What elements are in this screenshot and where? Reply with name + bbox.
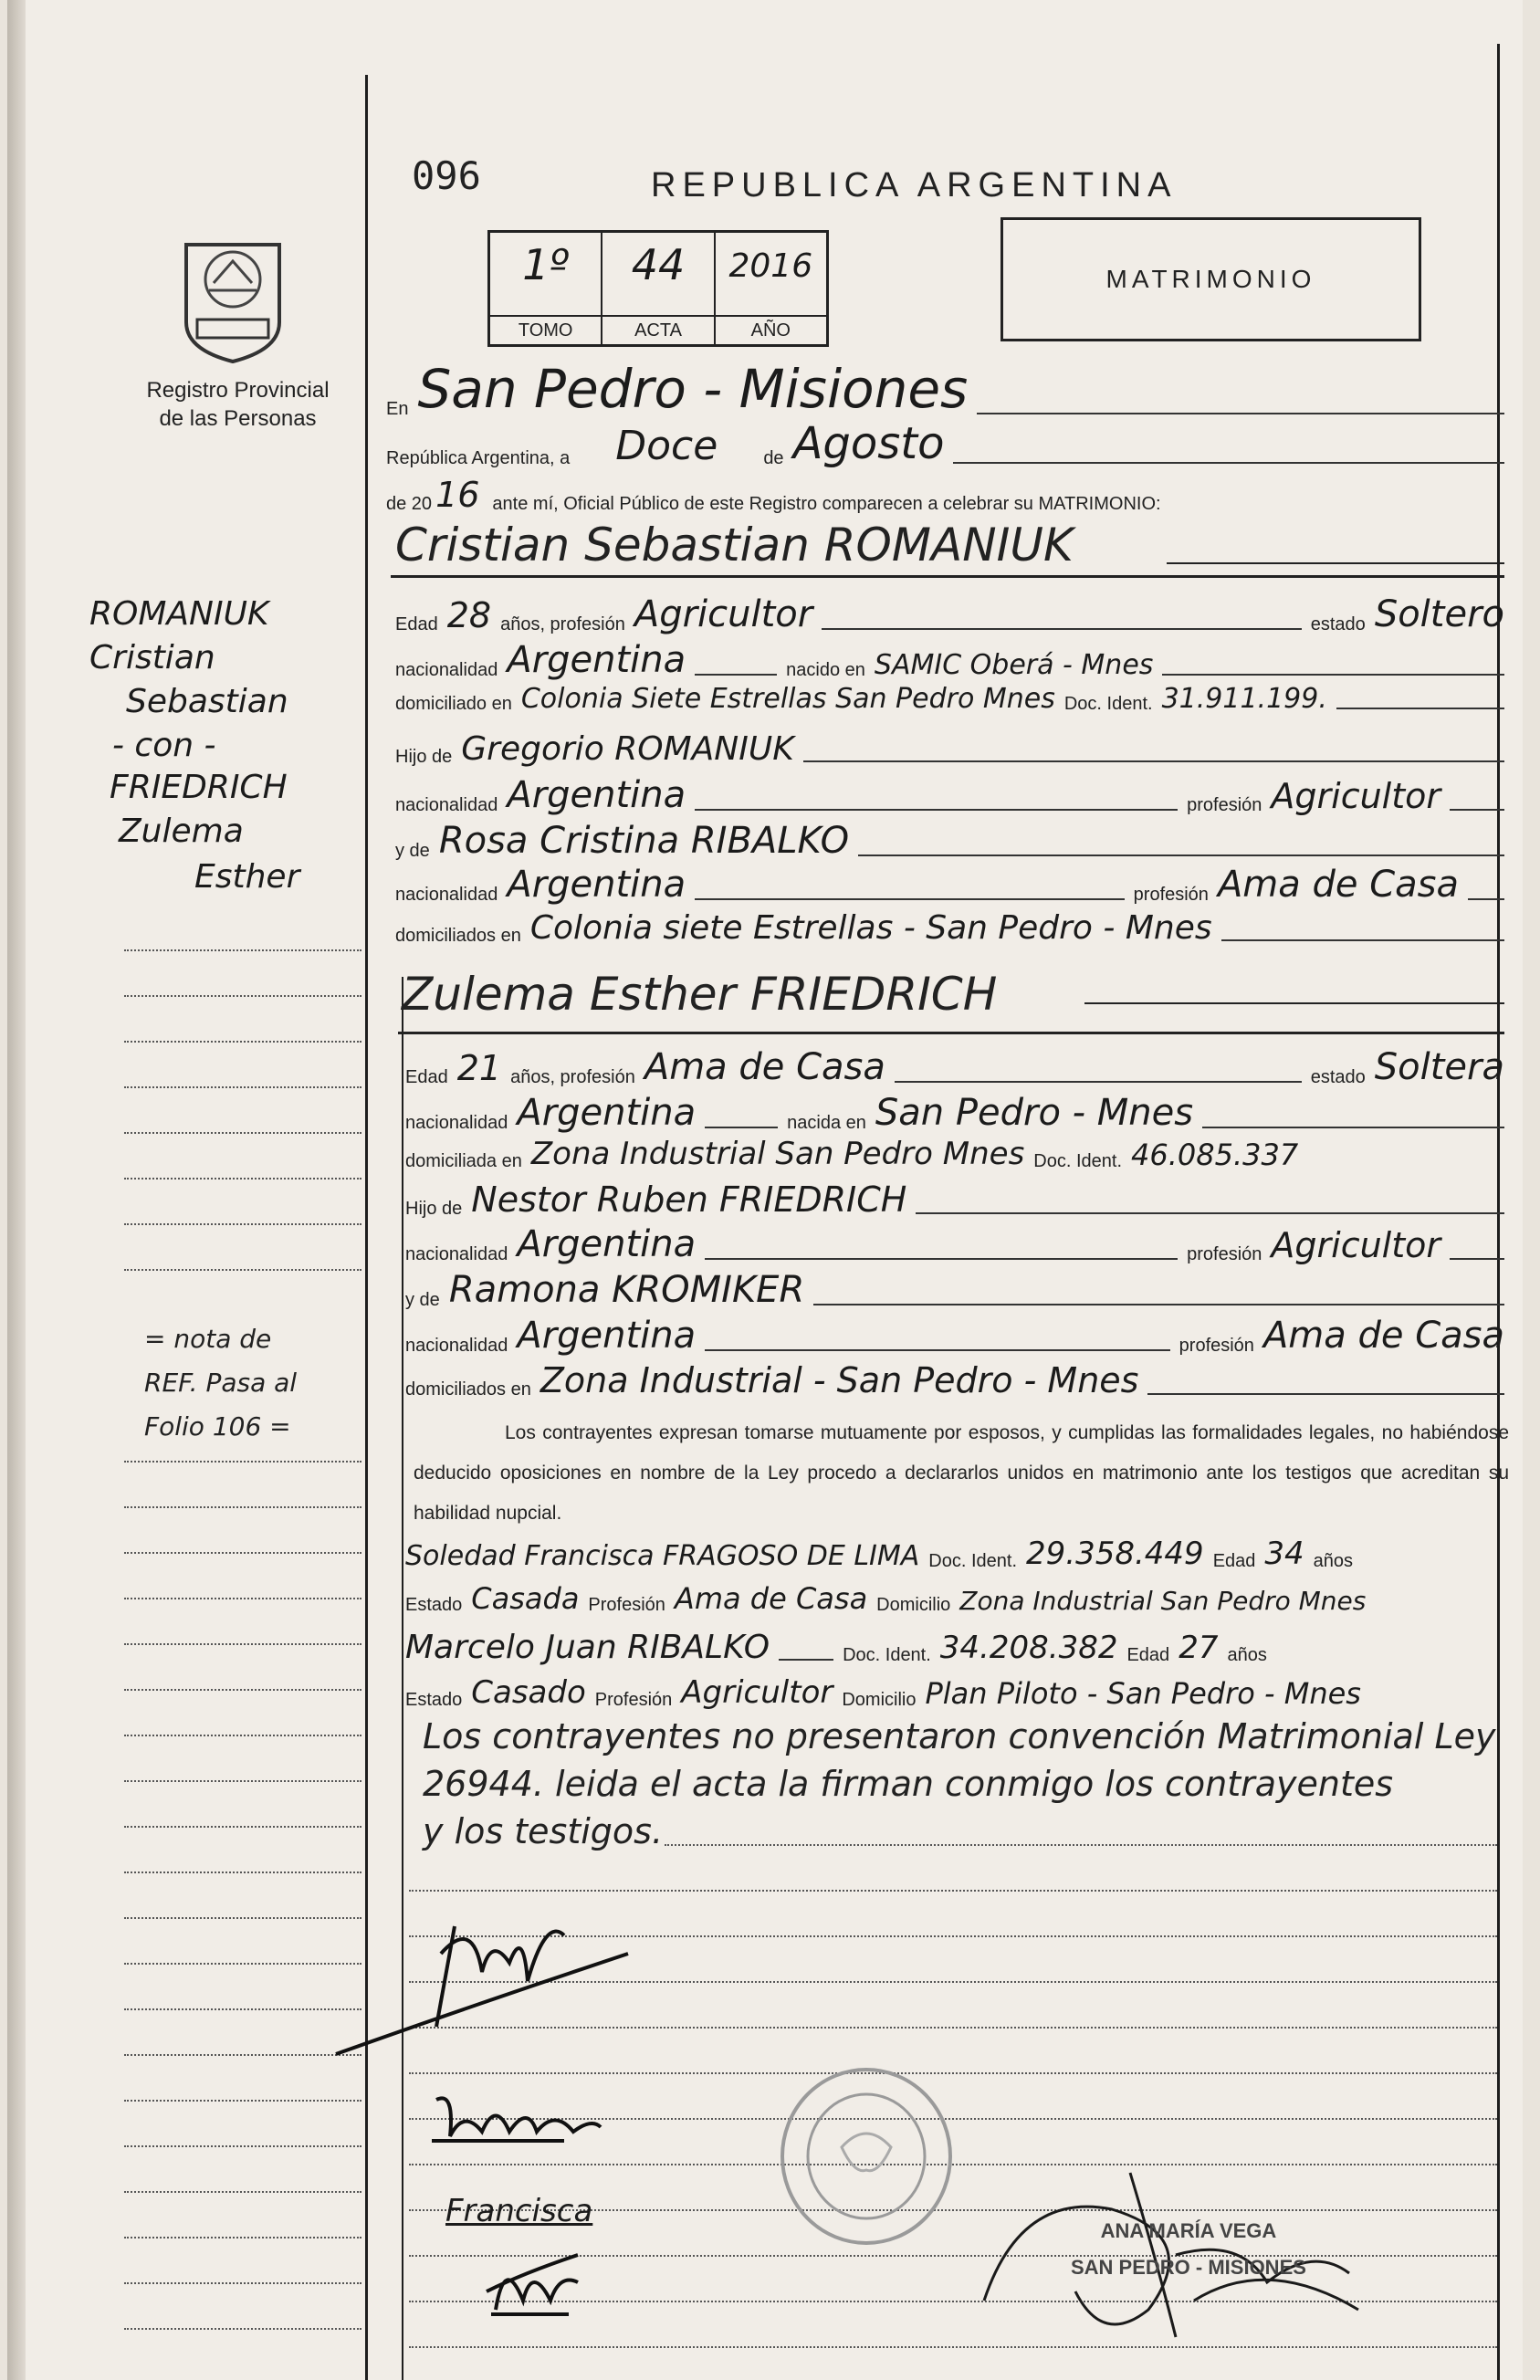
groom-address: Colonia Siete Estrellas San Pedro Mnes [520, 683, 1055, 715]
nacionalidad-label: nacionalidad [395, 795, 498, 815]
groom-mother: Rosa Cristina RIBALKO [438, 820, 850, 862]
groom-father-nationality: Argentina [507, 774, 686, 816]
bride-father: Nestor Ruben FRIEDRICH [471, 1180, 907, 1220]
fill-line [1336, 706, 1504, 709]
doc-label: Doc. Ident. [1033, 1151, 1123, 1171]
bride-name-rule [1084, 1002, 1504, 1004]
tomo-value: 1º [522, 240, 570, 289]
nacido-label: nacida en [787, 1113, 866, 1133]
misiones-seal-icon [177, 236, 288, 363]
closing-note-line: y los testigos. [423, 1811, 664, 1851]
estado-label: Estado [405, 1690, 463, 1710]
margin-ruled-line [124, 2237, 361, 2238]
doc-label: Doc. Ident. [843, 1645, 931, 1665]
margin-ruled-line [124, 1643, 361, 1645]
groom-nationality: Argentina [507, 639, 686, 681]
fill-line [1468, 896, 1504, 900]
witness-signature: Francisca [445, 2193, 593, 2229]
margin-ruled-line [124, 949, 361, 951]
bride-address-row [405, 1136, 1504, 1172]
groom-nationality-row [395, 639, 1504, 681]
margin-ruled-line [124, 1917, 361, 1919]
official-stamp [1071, 2213, 1306, 2286]
profesion-label: Profesión [588, 1595, 665, 1615]
bride-profession: Ama de Casa [644, 1046, 885, 1088]
nacionalidad-label: nacionalidad [405, 1113, 508, 1133]
record-type-box: MATRIMONIO [1000, 217, 1421, 341]
margin-ruled-line [124, 1041, 361, 1043]
estado-label: estado [1310, 1067, 1366, 1087]
bride-father-nat-row [405, 1223, 1504, 1265]
bride-mother-row [405, 1269, 1504, 1311]
anos-label: años [1227, 1645, 1267, 1665]
day-value: Doce [615, 423, 718, 469]
groom-age: 28 [446, 595, 492, 635]
year-prefix: de 20 [386, 494, 433, 514]
statement-row [386, 475, 1504, 515]
witness2-details-row [405, 1674, 1504, 1711]
margin-ruled-line [124, 1461, 361, 1463]
profesion-label: profesión [1133, 885, 1209, 905]
edad-label: Edad [1212, 1551, 1256, 1571]
declaration-text: Los contrayentes expresan tomarse mutuamente por esposos, y cumplidas las formalidades legales, no habiéndose deducido oposiciones en nombre de la Ley procedo a declararlos unidos en matrimonio ante los testigos que acreditan su habilidad nupcial. [414, 1422, 1509, 1524]
body-border-line [402, 977, 403, 2380]
official-office: SAN PEDRO - MISIONES [1071, 2256, 1306, 2279]
anos-profesion-label: años, profesión [510, 1067, 635, 1087]
margin-ruled-line [124, 2054, 361, 2056]
groom-mother-row [395, 820, 1504, 862]
yde-label: y de [395, 841, 430, 861]
nacionalidad-label: nacionalidad [395, 660, 498, 680]
margin-ruled-line [124, 2100, 361, 2102]
fill-line [705, 1347, 1170, 1351]
margin-ruled-line [124, 2328, 361, 2330]
fill-line [695, 807, 1178, 811]
domiciliados-label: domiciliados en [405, 1379, 531, 1400]
bride-birthplace: San Pedro - Mnes [875, 1092, 1194, 1134]
witness1-profession: Ama de Casa [674, 1581, 868, 1616]
closing-note-line: Los contrayentes no presentaron convención Matrimonial Ley [423, 1716, 1496, 1756]
bride-age: 21 [456, 1048, 502, 1088]
fill-line [1162, 672, 1504, 676]
margin-ref-note: REF. Pasa al [144, 1368, 298, 1398]
margin-ref-note: Folio 106 = [144, 1411, 291, 1442]
bride-signature [427, 2081, 610, 2155]
tomo-cell [490, 233, 602, 344]
bride-mother-profession: Ama de Casa [1262, 1315, 1504, 1357]
bride-nationality: Argentina [517, 1092, 697, 1134]
bride-father-profession: Agricultor [1271, 1225, 1440, 1265]
witness1-estado: Casada [471, 1581, 580, 1616]
bride-mother-nationality: Argentina [517, 1315, 697, 1357]
registry-stamp-icon [778, 2065, 955, 2248]
registry-label [126, 376, 350, 433]
groom-age-row [395, 593, 1504, 635]
margin-note: - con - [112, 727, 216, 764]
groom-father-nat-row [395, 774, 1504, 816]
margin-note: ROMANIUK [89, 595, 269, 633]
margin-ruled-line [124, 1223, 361, 1225]
acta-value: 44 [631, 240, 686, 289]
fill-line [803, 759, 1504, 762]
profesion-label: profesión [1187, 1244, 1262, 1264]
ruled-line [409, 1890, 1497, 1892]
nacido-label: nacido en [786, 660, 865, 680]
margin-ruled-line [124, 2282, 361, 2284]
bride-father-nationality: Argentina [517, 1223, 697, 1265]
bride-doc: 46.085.337 [1131, 1138, 1299, 1172]
groom-signature [327, 1899, 637, 2063]
de-label: de [763, 448, 784, 468]
profesion-label: profesión [1179, 1336, 1254, 1356]
fill-line [858, 853, 1504, 856]
official-name: ANA MARÍA VEGA [1100, 2219, 1277, 2242]
groom-father: Gregorio ROMANIUK [461, 730, 794, 768]
bride-estado: Soltera [1374, 1046, 1504, 1088]
bride-age-row [405, 1046, 1504, 1088]
republica-label: República Argentina, a [386, 448, 571, 468]
margin-ruled-line [124, 2145, 361, 2147]
groom-profession: Agricultor [634, 593, 813, 635]
groom-father-profession: Agricultor [1271, 776, 1440, 816]
bride-address: Zona Industrial San Pedro Mnes [530, 1136, 1025, 1172]
acta-cell [602, 233, 715, 344]
domiciliado-label: domiciliada en [405, 1151, 522, 1171]
fill-line [705, 1256, 1178, 1260]
bride-mother: Ramona KROMIKER [448, 1269, 805, 1311]
register-page [7, 0, 1523, 2380]
fill-line [779, 1657, 833, 1661]
bride-parents-address: Zona Industrial - San Pedro - Mnes [540, 1360, 1139, 1400]
page-number: 096 [412, 153, 481, 198]
domiciliado-label: domiciliado en [395, 694, 512, 714]
margin-ruled-line [124, 1826, 361, 1828]
edad-label: Edad [1126, 1645, 1170, 1665]
hijo-label: Hijo de [405, 1199, 463, 1219]
nacionalidad-label: nacionalidad [395, 885, 498, 905]
witness1-details-row [405, 1581, 1504, 1616]
domicilio-label: Domicilio [876, 1595, 951, 1615]
margin-ruled-line [124, 2191, 361, 2193]
nacionalidad-label: nacionalidad [405, 1244, 508, 1264]
registry-label-line1: Registro Provincial [146, 378, 330, 403]
fill-line [822, 626, 1302, 630]
estado-label: Estado [405, 1595, 463, 1615]
groom-mother-profession: Ama de Casa [1217, 864, 1459, 906]
month-value: Agosto [792, 418, 945, 469]
witness2-address: Plan Piloto - San Pedro - Mnes [925, 1676, 1361, 1711]
doc-label: Doc. Ident. [1063, 694, 1153, 714]
witness2-estado: Casado [471, 1674, 586, 1711]
witness2-signature [468, 2237, 596, 2328]
margin-ruled-line [124, 1963, 361, 1965]
margin-ruled-line [124, 995, 361, 997]
fill-line [695, 672, 777, 676]
yde-label: y de [405, 1290, 440, 1310]
country-title: REPUBLICA ARGENTINA [651, 166, 1178, 204]
margin-note: FRIEDRICH [110, 769, 288, 806]
bride-mother-nat-row [405, 1315, 1504, 1357]
witness2-doc: 34.208.382 [939, 1630, 1118, 1666]
margin-ruled-line [124, 1506, 361, 1508]
groom-estado: Soltero [1374, 593, 1504, 635]
year-suffix: 16 [435, 475, 480, 515]
margin-ruled-line [124, 1086, 361, 1088]
witness1-age: 34 [1264, 1536, 1304, 1572]
groom-father-row [395, 730, 1504, 768]
domiciliados-label: domiciliados en [395, 926, 521, 946]
groom-mother-nationality: Argentina [507, 864, 686, 906]
margin-ref-note: = nota de [144, 1324, 272, 1354]
groom-doc: 31.911.199. [1161, 683, 1327, 715]
profesion-label: Profesión [594, 1690, 673, 1710]
domicilio-label: Domicilio [842, 1690, 917, 1710]
groom-name-rule [1167, 562, 1504, 564]
margin-note: Cristian [89, 639, 215, 676]
edad-label: Edad [395, 614, 438, 634]
bride-nationality-row [405, 1092, 1504, 1134]
ruled-line [409, 2346, 1497, 2348]
groom-address-row [395, 683, 1504, 715]
fill-line [1450, 1256, 1504, 1260]
fill-line [1221, 938, 1504, 941]
margin-note: Zulema [119, 813, 244, 850]
statement-text: ante mí, Oficial Público de este Registro comparecen a celebrar su MATRIMONIO: [492, 494, 1161, 514]
record-number-box [487, 230, 829, 347]
acta-label: ACTA [602, 315, 713, 344]
bride-section-rule [398, 1032, 1504, 1034]
fill-line [1202, 1125, 1504, 1128]
nacionalidad-label: nacionalidad [405, 1336, 508, 1356]
groom-mother-nat-row [395, 864, 1504, 906]
witness1-row [405, 1536, 1504, 1572]
witness1-doc: 29.358.449 [1026, 1536, 1204, 1572]
fill-line [813, 1302, 1504, 1305]
tomo-label: TOMO [490, 315, 601, 344]
groom-full-name: Cristian Sebastian ROMANIUK [395, 519, 1074, 571]
fill-line [977, 411, 1504, 414]
margin-ruled-line [124, 1871, 361, 1873]
margin-ruled-line [124, 1132, 361, 1134]
witness2-age: 27 [1179, 1630, 1219, 1666]
anos-label: años [1313, 1551, 1354, 1571]
profesion-label: profesión [1187, 795, 1262, 815]
doc-label: Doc. Ident. [928, 1551, 1018, 1571]
margin-note: Sebastian [126, 683, 288, 720]
fill-line [1147, 1391, 1504, 1395]
en-label: En [386, 399, 409, 419]
fill-line [705, 1125, 778, 1128]
date-row [386, 418, 1504, 469]
margin-note: Esther [194, 858, 300, 896]
bride-full-name: Zulema Esther FRIEDRICH [402, 968, 998, 1021]
fill-line [916, 1211, 1504, 1214]
witness1-address: Zona Industrial San Pedro Mnes [959, 1586, 1367, 1616]
anio-label: AÑO [716, 315, 826, 344]
ruled-line [665, 1844, 1497, 1846]
fill-line [895, 1079, 1302, 1083]
margin-ruled-line [124, 1178, 361, 1180]
witness1-name: Soledad Francisca FRAGOSO DE LIMA [405, 1540, 920, 1572]
fill-line [1450, 807, 1504, 811]
closing-note-line: 26944. leida el acta la firman conmigo los contrayentes [423, 1764, 1394, 1804]
margin-ruled-line [124, 1269, 361, 1271]
margin-ruled-line [124, 1552, 361, 1554]
hijo-label: Hijo de [395, 747, 453, 767]
margin-ruled-line [124, 1689, 361, 1691]
bride-parents-address-row [405, 1360, 1504, 1400]
fill-line [953, 460, 1504, 464]
margin-ruled-line [124, 1780, 361, 1782]
groom-section-rule [391, 575, 1504, 578]
anos-profesion-label: años, profesión [500, 614, 625, 634]
margin-ruled-line [124, 1735, 361, 1736]
margin-ruled-line [124, 1598, 361, 1599]
groom-parents-address-row [395, 909, 1504, 947]
margin-ruled-line [124, 2008, 361, 2010]
witness2-row [405, 1629, 1504, 1666]
anio-cell [716, 233, 826, 344]
witness2-name: Marcelo Juan RIBALKO [405, 1629, 770, 1666]
groom-birthplace: SAMIC Oberá - Mnes [874, 649, 1154, 681]
groom-parents-address: Colonia siete Estrellas - San Pedro - Mnes [529, 909, 1212, 947]
book-spine [7, 0, 26, 2380]
estado-label: estado [1310, 614, 1366, 634]
bride-father-row [405, 1180, 1504, 1220]
anio-value: 2016 [728, 247, 813, 285]
place-row [386, 358, 1504, 420]
edad-label: Edad [405, 1067, 448, 1087]
fill-line [695, 896, 1125, 900]
place-value: San Pedro - Misiones [417, 358, 969, 420]
registry-label-line2: de las Personas [159, 406, 317, 431]
witness2-profession: Agricultor [681, 1674, 833, 1711]
